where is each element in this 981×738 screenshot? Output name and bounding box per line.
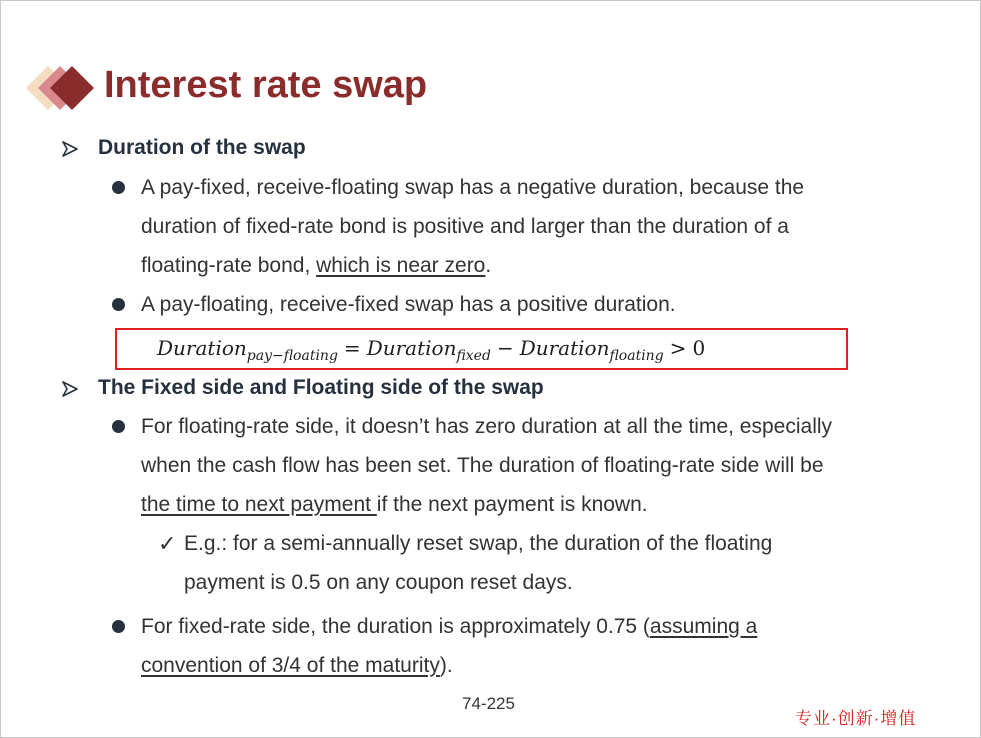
section-heading-duration: Duration of the swap (98, 136, 306, 159)
footer-slogan: 专业·创新·增值 (795, 709, 917, 728)
bullet-text-line: duration of fixed-rate bond is positive and larger than the duration of a (141, 215, 789, 238)
underlined-phrase: assuming a (649, 615, 758, 638)
duration-formula-box (115, 328, 848, 370)
section-heading-fixed-floating: The Fixed side and Floating side of the swap (98, 376, 544, 399)
underlined-phrase: the time to next payment (141, 493, 377, 516)
slide-title: Interest rate swap (104, 64, 428, 106)
checkmark-icon: ✓ (158, 531, 177, 556)
arrowhead-bullet-icon (62, 381, 78, 397)
bullet-text-line: the time to next payment if the next payment is known. (141, 493, 648, 516)
bullet-text-line: For fixed-rate side, the duration is approximately 0.75 (assuming a (141, 615, 758, 638)
diamond-logo-icon (26, 64, 98, 112)
round-bullet-icon (112, 620, 125, 633)
round-bullet-icon (112, 420, 125, 433)
bullet-text-line: A pay-floating, receive-fixed swap has a positive duration. (141, 293, 676, 316)
bullet-text-line: convention of 3/4 of the maturity). (141, 654, 453, 677)
underlined-phrase: convention of 3/4 of the maturity (141, 654, 440, 677)
sub-bullet-text-line: payment is 0.5 on any coupon reset days. (184, 571, 573, 594)
bullet-text-line: floating-rate bond, which is near zero. (141, 254, 492, 277)
bullet-text-line: A pay-fixed, receive-floating swap has a negative duration, because the (141, 176, 805, 199)
underlined-phrase: which is near zero (316, 254, 486, 277)
duration-formula: Duration$_{pay-floating}$ = Duration$_{fixed}$ − Duration$_{floating}$ > 0 (157, 336, 706, 364)
arrowhead-bullet-icon (62, 141, 78, 157)
round-bullet-icon (112, 181, 125, 194)
round-bullet-icon (112, 298, 125, 311)
page-number: 74-225 (462, 694, 515, 713)
bullet-text-line: For floating-rate side, it doesn’t has zero duration at all the time, especially (141, 415, 833, 438)
bullet-text-line: when the cash flow has been set. The duration of floating-rate side will be (141, 454, 824, 477)
sub-bullet-text-line: E.g.: for a semi-annually reset swap, the duration of the floating (184, 532, 773, 555)
